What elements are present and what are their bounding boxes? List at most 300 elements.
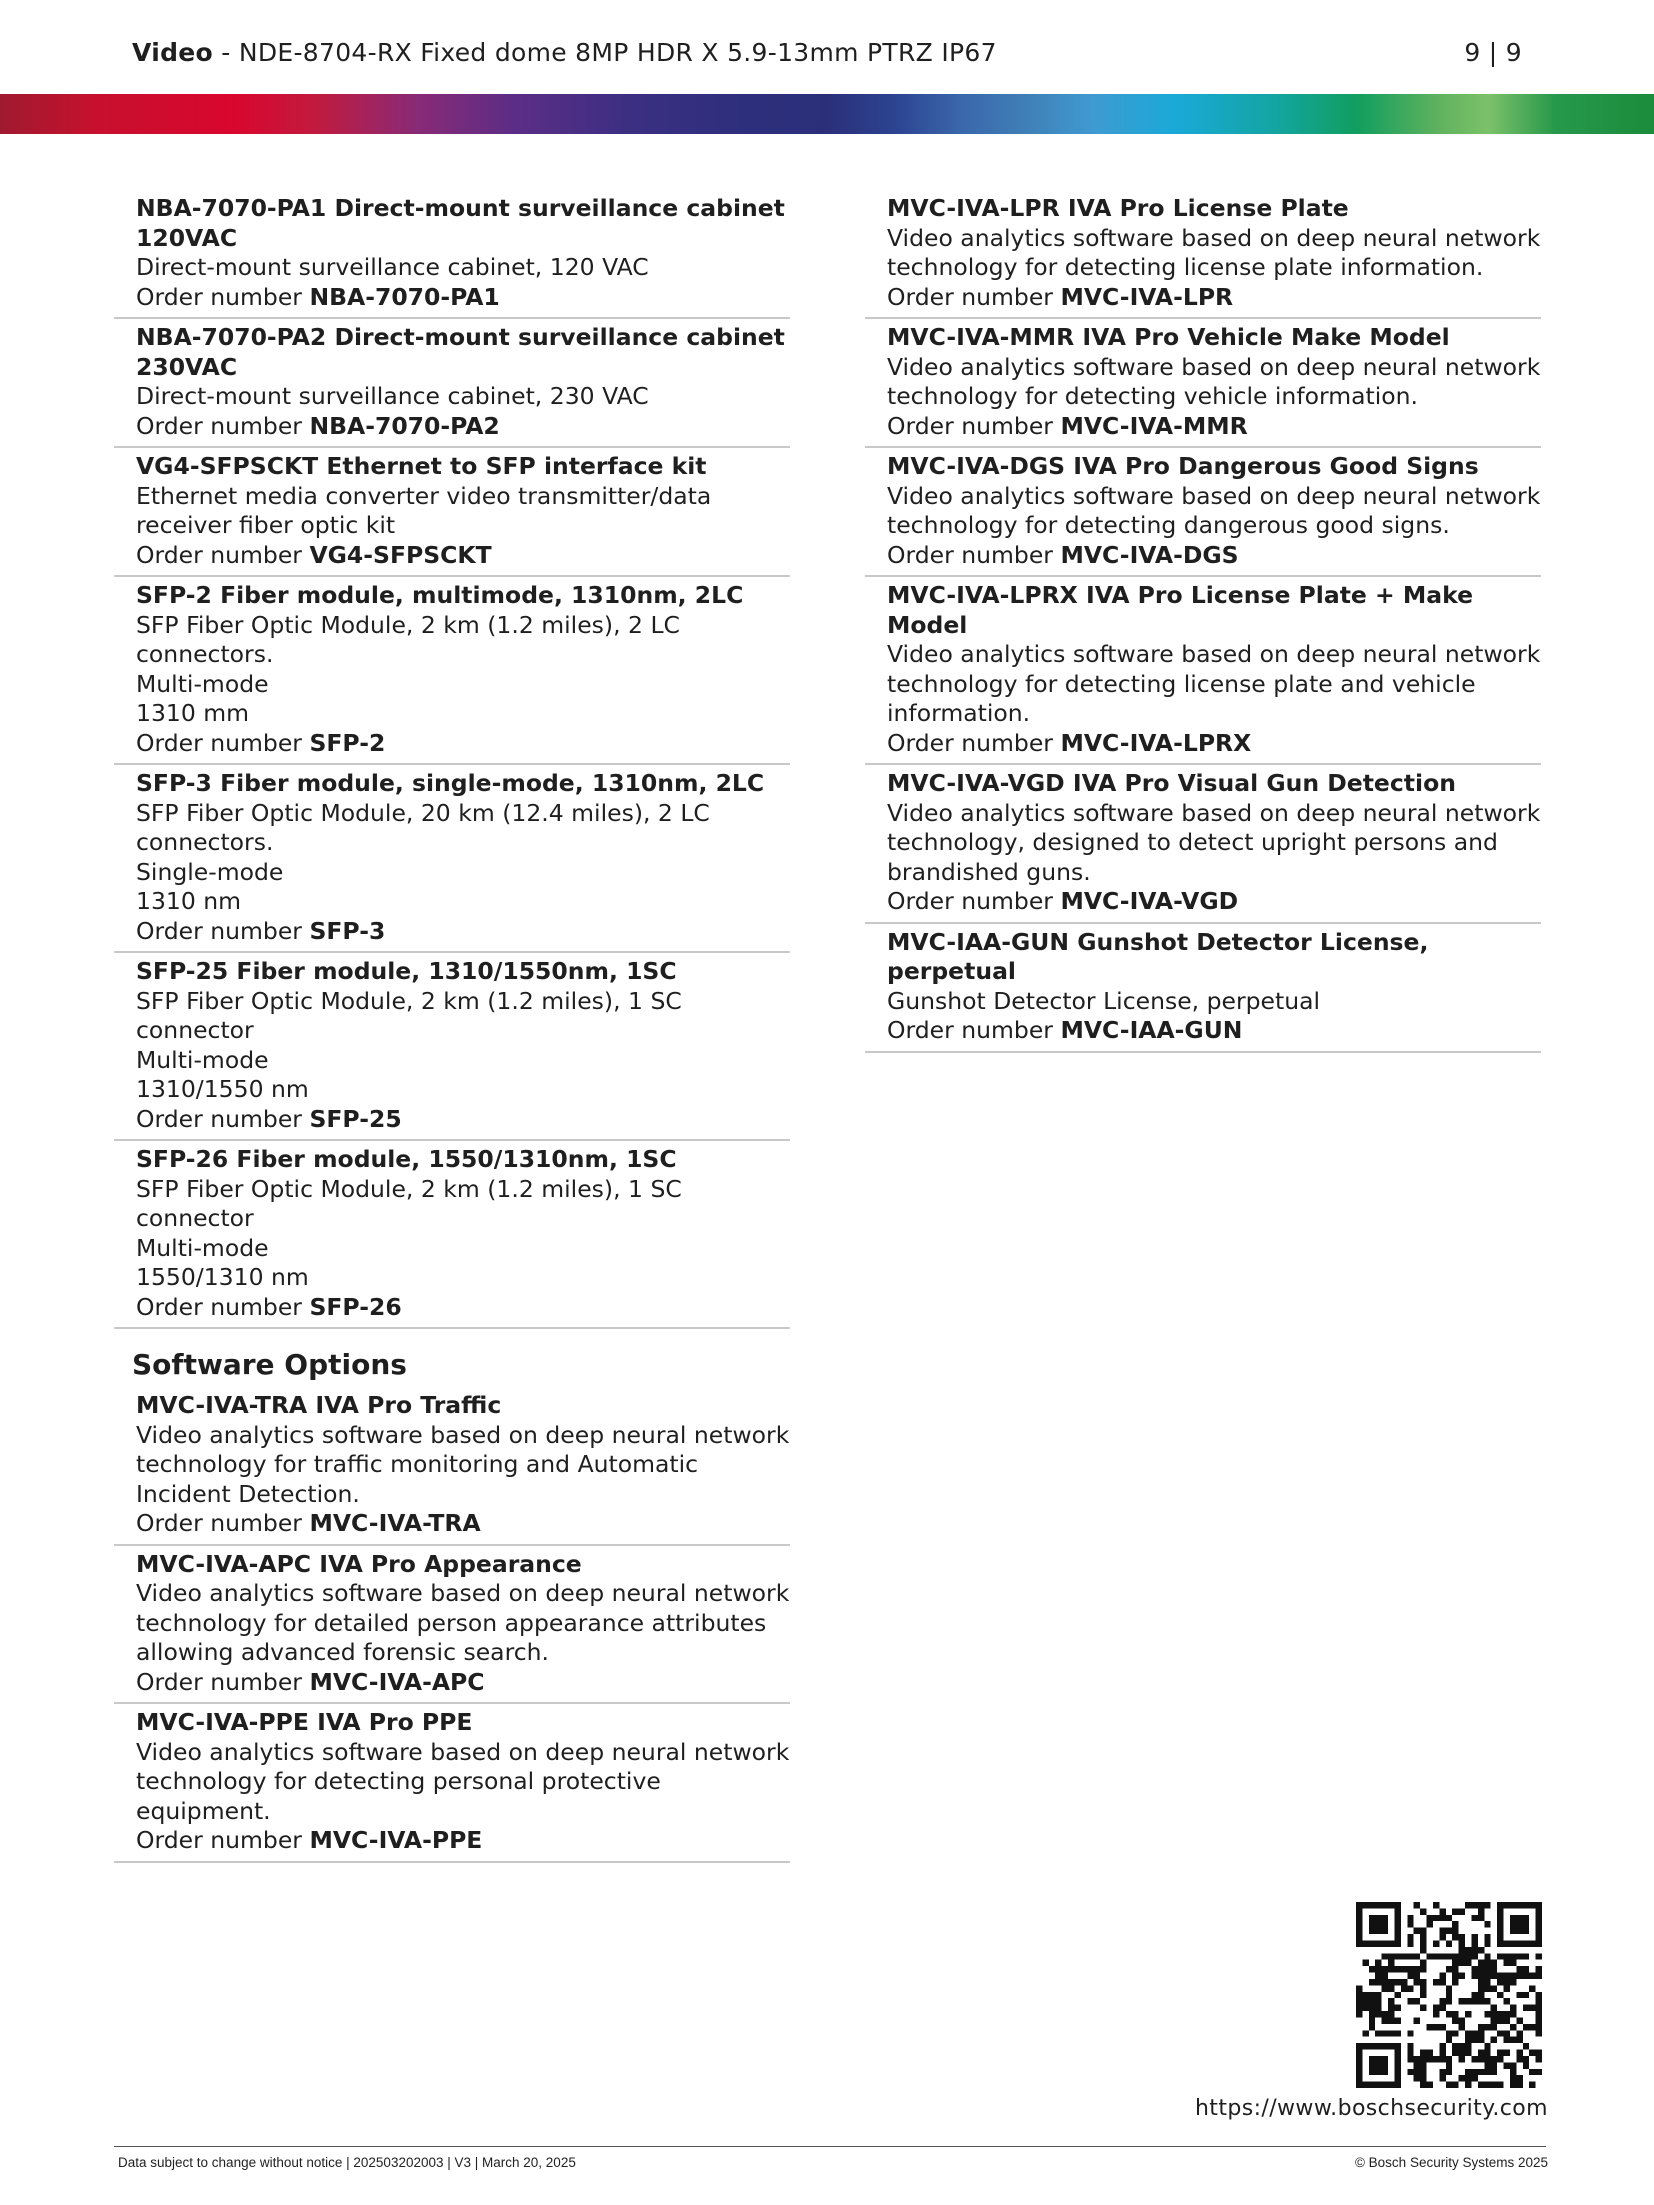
item-title: MVC-IAA-GUN Gunshot Detector License, perpetual [887,927,1429,985]
qr-module [1471,1915,1477,1921]
qr-module [1523,1953,1529,1959]
qr-module [1504,1902,1510,1908]
qr-module [1536,1998,1542,2004]
qr-module [1414,1953,1420,1959]
qr-module [1478,2082,1484,2088]
qr-module [1388,2017,1394,2023]
qr-module [1504,2011,1510,2017]
qr-module [1382,2030,1388,2036]
item-title: MVC-IVA-VGD IVA Pro Visual Gun Detection [887,769,1456,797]
order-number-value: MVC-IVA-APC [309,1667,485,1696]
qr-module [1420,1928,1426,1934]
item-description: Video analytics software based on deep neural network technology for detecting personal protective equipment. [136,1737,790,1825]
qr-module [1420,1985,1426,1991]
qr-module [1401,1953,1407,1959]
qr-module [1382,2017,1388,2023]
qr-module [1446,1966,1452,1972]
order-number [136,1293,790,1323]
qr-module [1356,1985,1362,1991]
qr-module [1388,1960,1394,1966]
qr-module [1504,1985,1510,1991]
item-title: MVC-IVA-PPE IVA Pro PPE [136,1708,473,1736]
qr-module [1497,2056,1503,2062]
qr-module [1504,1998,1510,2004]
accessory-list [114,190,790,1329]
item-description: Video analytics software based on deep neural network technology for detecting license plate and vehicle information. [887,640,1541,727]
qr-module [1394,1915,1400,1921]
qr-module [1510,1940,1516,1946]
order-number-label: Order number [136,1826,310,1854]
item-title: MVC-IVA-DGS IVA Pro Dangerous Good Signs [887,452,1479,480]
qr-module [1478,2024,1484,2030]
qr-module [1446,1915,1452,1921]
qr-module [1414,2017,1420,2023]
qr-module [1536,2017,1542,2023]
qr-module [1439,2069,1445,2075]
qr-module [1459,2050,1465,2056]
qr-module [1439,2005,1445,2011]
qr-module [1375,1902,1381,1908]
qr-module [1471,1998,1477,2004]
qr-module [1356,1921,1362,1927]
qr-module [1484,1960,1490,1966]
order-number-value: VG4-SFPSCKT [309,540,492,569]
qr-module [1510,2005,1516,2011]
order-number-value: SFP-2 [309,728,386,757]
qr-module [1459,1973,1465,1979]
qr-module [1446,1940,1452,1946]
qr-module [1484,1940,1490,1946]
order-number-value: NBA-7070-PA1 [309,282,500,311]
product-item [114,1546,790,1705]
qr-module [1510,2037,1516,2043]
product-item [114,765,790,953]
qr-module [1452,1973,1458,1979]
order-number-label: Order number [136,411,310,440]
order-number [136,917,790,947]
qr-module [1504,1973,1510,1979]
qr-module [1362,2005,1368,2011]
qr-module [1375,1979,1381,1985]
qr-module [1375,2082,1381,2088]
qr-module [1516,1992,1522,1998]
qr-module [1536,1940,1542,1946]
qr-module [1523,1928,1529,1934]
qr-module [1369,2056,1375,2062]
qr-module [1356,1998,1362,2004]
qr-module [1394,1902,1400,1908]
qr-module [1388,2043,1394,2049]
qr-module [1536,2056,1542,2062]
qr-module [1491,2024,1497,2030]
qr-module [1465,1960,1471,1966]
qr-module [1516,1915,1522,1921]
qr-module [1394,2050,1400,2056]
qr-module [1388,1998,1394,2004]
qr-module [1394,1928,1400,1934]
qr-module [1516,1973,1522,1979]
item-title: SFP-3 Fiber module, single-mode, 1310nm, 2LC [136,769,765,797]
qr-module [1529,2050,1535,2056]
qr-module [1388,1979,1394,1985]
qr-module [1536,1915,1542,1921]
qr-module [1484,2024,1490,2030]
qr-module [1446,2037,1452,2043]
qr-module [1465,2069,1471,2075]
qr-module [1452,1960,1458,1966]
qr-module [1369,2062,1375,2068]
qr-module [1516,2075,1522,2081]
qr-module [1478,1902,1484,1908]
qr-module [1375,1960,1381,1966]
qr-module [1388,2082,1394,2088]
qr-module [1356,1934,1362,1940]
qr-module [1407,1973,1413,1979]
qr-module [1420,1940,1426,1946]
qr-module [1523,1940,1529,1946]
qr-module [1478,2050,1484,2056]
qr-module [1388,1902,1394,1908]
order-number-label: Order number [136,916,310,945]
qr-module [1362,2030,1368,2036]
qr-module [1516,2082,1522,2088]
qr-module [1452,2082,1458,2088]
qr-module [1452,2030,1458,2036]
qr-module [1478,2030,1484,2036]
qr-module [1465,2011,1471,2017]
qr-module [1471,1966,1477,1972]
qr-module [1439,2024,1445,2030]
qr-module [1356,2082,1362,2088]
qr-module [1523,2043,1529,2049]
qr-module [1536,2024,1542,2030]
qr-module [1536,1973,1542,1979]
qr-module [1369,2024,1375,2030]
qr-module [1414,1979,1420,1985]
qr-module [1362,2082,1368,2088]
qr-module [1369,1940,1375,1946]
order-number-value: SFP-3 [309,916,386,945]
qr-module [1523,1921,1529,1927]
qr-module [1459,1940,1465,1946]
qr-module [1369,2011,1375,2017]
qr-module [1459,1998,1465,2004]
qr-module [1382,2062,1388,2068]
qr-module [1407,1940,1413,1946]
item-description: Gunshot Detector License, perpetual [887,986,1321,1015]
qr-module [1510,1915,1516,1921]
qr-module [1433,1915,1439,1921]
qr-module [1510,1928,1516,1934]
qr-module [1516,1966,1522,1972]
product-item [865,924,1541,1053]
qr-module [1504,2017,1510,2023]
qr-module [1471,1947,1477,1953]
qr-module [1529,2082,1535,2088]
product-item [865,319,1541,448]
product-item [865,577,1541,765]
website-link[interactable]: https://www.boschsecurity.com [1194,2096,1548,2121]
qr-module [1439,2043,1445,2049]
qr-module [1388,2011,1394,2017]
order-number-label: Order number [136,1509,310,1537]
qr-module [1497,1921,1503,1927]
qr-module [1414,1966,1420,1972]
software-list-continued [865,190,1541,1053]
order-number-label: Order number [136,540,310,569]
qr-module [1433,1940,1439,1946]
qr-module [1491,1960,1497,1966]
qr-module [1491,2037,1497,2043]
qr-module [1497,1979,1503,1985]
qr-module [1516,1921,1522,1927]
qr-module [1407,2056,1413,2062]
qr-module [1459,2017,1465,2023]
qr-module [1491,2069,1497,2075]
qr-module [1497,2050,1503,2056]
qr-module [1491,2056,1497,2062]
qr-module [1465,1947,1471,1953]
qr-module [1510,1902,1516,1908]
item-description: Video analytics software based on deep neural network technology for detailed person appearance attributes allowing advanced forensic search. [136,1579,790,1666]
order-number [136,283,790,313]
qr-code-icon[interactable] [1356,1902,1542,2088]
qr-module [1516,1940,1522,1946]
qr-module [1536,1908,1542,1914]
item-title: SFP-26 Fiber module, 1550/1310nm, 1SC [136,1145,677,1173]
order-number [136,412,790,442]
qr-module [1407,2030,1413,2036]
qr-module [1414,2075,1420,2081]
qr-module [1433,1979,1439,1985]
qr-module [1484,2062,1490,2068]
qr-module [1433,1953,1439,1959]
qr-module [1497,2030,1503,2036]
footer-notice: Data subject to change without notice | 202503202003 | V3 | March 20, 2025 [118,2155,576,2170]
qr-module [1478,1979,1484,1985]
qr-module [1420,2069,1426,2075]
order-number [887,1016,1541,1046]
qr-module [1369,1992,1375,1998]
qr-module [1356,1992,1362,1998]
qr-module [1439,1908,1445,1914]
qr-module [1504,2062,1510,2068]
item-description: Direct-mount surveillance cabinet, 120 VAC [136,253,649,281]
qr-module [1414,1928,1420,1934]
order-number-label: Order number [887,540,1061,569]
item-title: SFP-25 Fiber module, 1310/1550nm, 1SC [136,957,677,985]
qr-module [1369,2043,1375,2049]
qr-module [1362,1998,1368,2004]
qr-module [1394,1979,1400,1985]
item-description: SFP Fiber Optic Module, 2 km (1.2 miles), 1 SC connector Multi-mode 1310/1550 nm [136,986,682,1103]
qr-module [1369,2069,1375,2075]
qr-module [1375,2005,1381,2011]
qr-module [1394,2017,1400,2023]
qr-module [1491,1985,1497,1991]
qr-module [1375,1973,1381,1979]
qr-module [1362,1902,1368,1908]
qr-module [1394,2082,1400,2088]
qr-module [1407,1998,1413,2004]
product-item [114,1141,790,1329]
qr-module [1446,1998,1452,2004]
qr-module [1523,2005,1529,2011]
qr-module [1388,1966,1394,1972]
qr-module [1523,1915,1529,1921]
qr-module [1362,1940,1368,1946]
product-item [865,765,1541,924]
qr-module [1394,2062,1400,2068]
qr-module [1536,1934,1542,1940]
product-item [114,1387,790,1546]
qr-module [1491,2062,1497,2068]
qr-module [1516,2056,1522,2062]
qr-module [1471,1973,1477,1979]
item-title: MVC-IVA-LPR IVA Pro License Plate [887,194,1349,222]
qr-module [1394,2075,1400,2081]
qr-module [1523,1973,1529,1979]
qr-module [1446,2062,1452,2068]
product-title: - NDE-8704-RX Fixed dome 8MP HDR X 5.9-13mm PTRZ IP67 [213,38,997,67]
qr-module [1433,1902,1439,1908]
qr-module [1446,1953,1452,1959]
qr-module [1375,2011,1381,2017]
item-description: Video analytics software based on deep neural network technology for detecting dangerous good signs. [887,481,1541,539]
qr-module [1420,1992,1426,1998]
qr-module [1407,1934,1413,1940]
qr-module [1516,1928,1522,1934]
qr-module [1452,1979,1458,1985]
qr-module [1382,2043,1388,2049]
item-description: SFP Fiber Optic Module, 2 km (1.2 miles), 1 SC connector Multi-mode 1550/1310 nm [136,1174,682,1291]
qr-module [1427,1921,1433,1927]
qr-module [1484,1902,1490,1908]
order-number-value: SFP-25 [309,1104,402,1133]
qr-module [1382,1966,1388,1972]
qr-module [1523,2056,1529,2062]
qr-module [1356,2005,1362,2011]
qr-module [1510,1973,1516,1979]
qr-module [1452,1966,1458,1972]
qr-module [1382,1928,1388,1934]
qr-module [1362,1992,1368,1998]
qr-module [1394,2030,1400,2036]
qr-module [1452,2011,1458,2017]
qr-module [1382,2011,1388,2017]
qr-module [1414,1902,1420,1908]
qr-module [1523,2024,1529,2030]
qr-module [1491,1966,1497,1972]
qr-module [1504,2037,1510,2043]
qr-module [1439,1998,1445,2004]
qr-module [1427,1953,1433,1959]
qr-module [1536,2030,1542,2036]
qr-module [1471,1940,1477,1946]
qr-module [1523,1992,1529,1998]
qr-module [1427,2056,1433,2062]
item-description: Video analytics software based on deep neural network technology for detecting vehicle information. [887,352,1541,410]
qr-module [1459,2043,1465,2049]
qr-module [1388,1985,1394,1991]
qr-module [1439,1979,1445,1985]
qr-module [1439,1973,1445,1979]
qr-module [1516,2050,1522,2056]
qr-module [1407,2050,1413,2056]
qr-module [1497,1992,1503,1998]
qr-module [1420,2005,1426,2011]
qr-module [1471,2069,1477,2075]
qr-module [1382,1915,1388,1921]
qr-module [1491,1973,1497,1979]
qr-module [1369,2017,1375,2023]
qr-module [1356,2043,1362,2049]
qr-module [1439,1953,1445,1959]
qr-module [1471,1992,1477,1998]
qr-module [1516,1902,1522,1908]
qr-module [1420,1908,1426,1914]
qr-module [1375,2043,1381,2049]
qr-module [1484,2011,1490,2017]
qr-module [1484,1979,1490,1985]
qr-module [1401,1966,1407,1972]
qr-module [1375,1928,1381,1934]
qr-module [1369,1928,1375,1934]
qr-module [1510,1953,1516,1959]
qr-module [1356,2056,1362,2062]
qr-module [1433,2024,1439,2030]
product-item [114,1704,790,1863]
qr-module [1478,2069,1484,2075]
item-description: Video analytics software based on deep neural network technology for traffic monitoring and Automatic Incident Detection. [136,1420,790,1508]
qr-module [1504,1979,1510,1985]
qr-module [1414,2056,1420,2062]
qr-module [1459,2024,1465,2030]
qr-module [1504,2050,1510,2056]
qr-module [1439,2056,1445,2062]
qr-module [1427,1915,1433,1921]
qr-module [1491,2082,1497,2088]
qr-module [1414,1973,1420,1979]
item-title: NBA-7070-PA1 Direct-mount surveillance cabinet 120VAC [136,194,785,252]
qr-module [1407,1953,1413,1959]
qr-module [1478,1992,1484,1998]
order-number-value: NBA-7070-PA2 [309,411,500,440]
qr-module [1484,1953,1490,1959]
qr-module [1465,2050,1471,2056]
right-column [865,190,1541,1053]
qr-module [1394,1966,1400,1972]
item-description: SFP Fiber Optic Module, 2 km (1.2 miles), 2 LC connectors. Multi-mode 1310 mm [136,610,680,727]
item-description: SFP Fiber Optic Module, 20 km (12.4 miles), 2 LC connectors. Single-mode 1310 nm [136,798,710,915]
qr-module [1446,1928,1452,1934]
product-item [114,953,790,1141]
qr-module [1465,2030,1471,2036]
qr-module [1394,1992,1400,1998]
order-number [136,541,790,571]
order-number-value: MVC-IVA-TRA [309,1509,481,1537]
qr-module [1478,2056,1484,2062]
qr-module [1516,2017,1522,2023]
qr-module [1446,2011,1452,2017]
order-number [136,1509,790,1539]
order-number-value: MVC-IAA-GUN [1060,1016,1243,1044]
qr-module [1510,1979,1516,1985]
order-number-label: Order number [887,411,1061,440]
item-title: NBA-7070-PA2 Direct-mount surveillance cabinet 230VAC [136,323,785,381]
qr-module [1516,2037,1522,2043]
qr-module [1356,2050,1362,2056]
